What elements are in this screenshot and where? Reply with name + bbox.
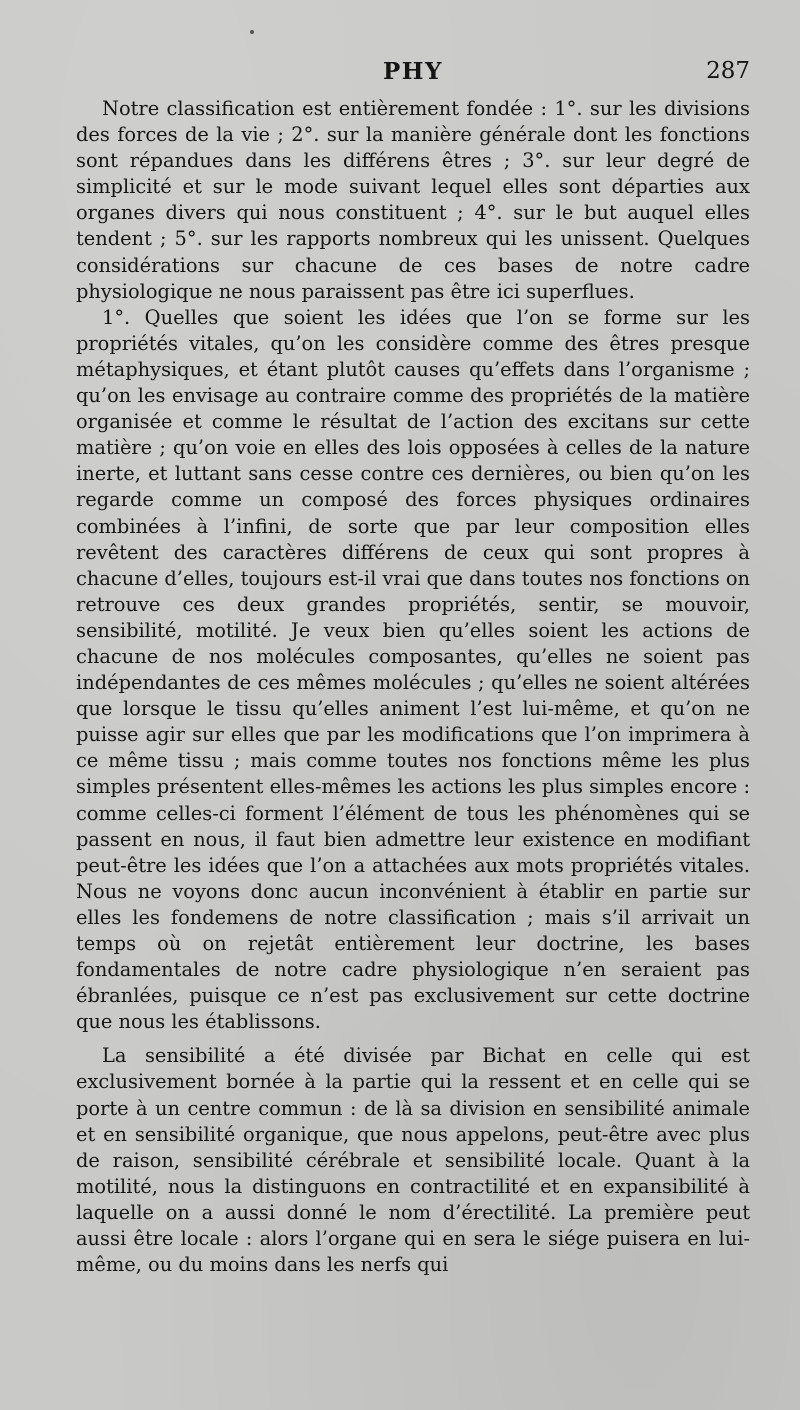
paragraph-classification: Notre classification est entièrement fondée : 1°. sur les divisions des forces de la vie ; 2°. sur la manière générale dont les fonctions sont répandues dans les différens êtres ; 3°. sur leur degré de simplicité et sur le mode suivant lequel elles sont départies aux organes divers qui nous constituent ; 4°. sur le but auquel elles tendent ; 5°. sur les rapports nombreux qui les unissent. Quelques considérations sur chacune de ces bases de notre cadre physiologique ne nous paraissent pas être ici superflues. <box>76 97 750 303</box>
paragraph-sensibility: La sensibilité a été divisée par Bichat en celle qui est exclusivement bornée à la partie qui la ressent et en celle qui se porte à un centre commun : de là sa division en sensibilité animale et en sensibilité organique, que nous appelons, peut-être avec plus de raison, sensibilité cérébrale et sensibilité locale. Quant à la motilité, nous la distinguons en contractilité et en expansibilité à laquelle on a aussi donné le nom d’érectilité. La première peut aussi être locale : alors l’organe qui en sera le siége puisera en lui-même, ou du moins dans les nerfs qui <box>76 1044 750 1277</box>
paragraph-vital-properties: 1°. Quelles que soient les idées que l’on se forme sur les propriétés vitales, qu’on les considère comme des êtres presque métaphysiques, et étant plutôt causes qu’effets dans l’organisme ; qu’on les envisage au contraire comme des propriétés de la matière organisée et comme le résultat de l’action des excitans sur cette matière ; qu’on voie en elles des lois opposées à celles de la nature inerte, et luttant sans cesse contre ces dernières, ou bien qu’on les regarde comme un composé des forces physiques ordinaires combinées à l’infini, de sorte que par leur composition elles revêtent des caractères différens de ceux qui sont propres à chacune d’elles, toujours est-il vrai que dans toutes nos fonctions on retrouve ces deux grandes propriétés, sentir, se mouvoir, sensibilité, motilité. Je veux bien qu’elles soient les actions de chacune de nos molécules composantes, qu’elles ne soient pas indépendantes de ces mêmes molécules ; qu’elles ne soient altérées que lorsque le tissu qu’elles animent l’est lui-même, et qu’on ne puisse agir sur elles que par les modifications que l’on imprimera à ce même tissu ; mais comme toutes nos fonctions même les plus simples présentent elles-mêmes les actions les plus simples encore : comme celles-ci forment l’élément de tous les phénomènes qui se passent en nous, il faut bien admettre leur existence en modifiant peut-être les idées que l’on a attachées aux mots propriétés vitales. Nous ne voyons donc aucun inconvénient à établir en partie sur elles les fondemens de notre classification ; mais s’il arrivait un temps où on rejetât entièrement leur doctrine, les bases fondamentales de notre cadre physiologique n’en seraient pas ébranlées, puisque ce n’est pas exclusivement sur cette doctrine que nous les établissons. <box>76 305 750 1034</box>
running-head: PHY <box>383 58 443 85</box>
page-number: 287 <box>706 58 750 84</box>
page-header <box>76 58 750 98</box>
body-text <box>76 96 750 1278</box>
speck-mark <box>250 30 254 34</box>
